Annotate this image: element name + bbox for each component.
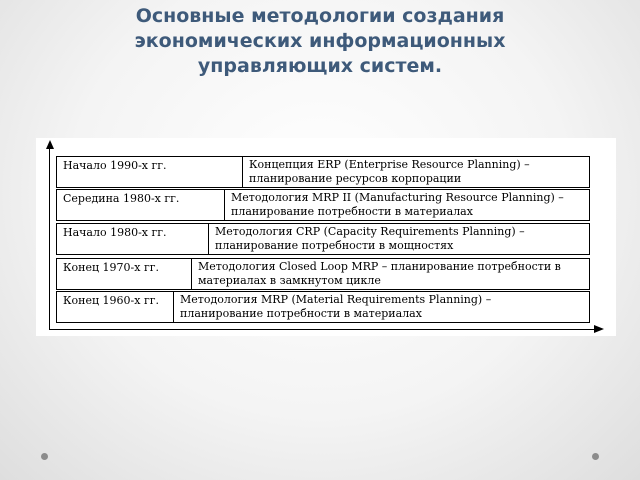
timeline-row-description-line-2: материалах в замкнутом цикле [198, 274, 381, 287]
timeline-row-description [209, 224, 589, 254]
slide-dot-decoration-right [592, 453, 599, 460]
slide-title [40, 4, 600, 79]
methodology-timeline-figure [36, 138, 616, 336]
timeline-row-description-line-1: Методология MRP II (Manufacturing Resource Planning) – [231, 191, 564, 204]
timeline-row-mrp-ii [56, 189, 590, 221]
timeline-row-date: Середина 1980-х гг. [57, 190, 225, 220]
timeline-horizontal-axis [49, 329, 597, 330]
timeline-row-description-line-2: планирование потребности в мощностях [215, 239, 454, 252]
timeline-row-description-line-2: планирование потребности в материалах [180, 307, 422, 320]
timeline-vertical-axis [49, 148, 50, 330]
arrow-up-icon [46, 140, 54, 149]
timeline-row-date: Начало 1980-х гг. [57, 224, 209, 254]
timeline-row-erp [56, 156, 590, 188]
timeline-row-description-line-2: планирование потребности в материалах [231, 205, 473, 218]
timeline-row-description-line-1: Методология Closed Loop MRP – планирование потребности в [198, 260, 561, 273]
timeline-row-description-line-1: Методология CRP (Capacity Requirements Planning) – [215, 225, 525, 238]
timeline-row-crp [56, 223, 590, 255]
timeline-row-description [192, 259, 589, 289]
timeline-row-description [174, 292, 589, 322]
timeline-row-description [225, 190, 589, 220]
timeline-row-mrp [56, 291, 590, 323]
slide-dot-decoration-left [41, 453, 48, 460]
timeline-row-closed-loop-mrp [56, 258, 590, 290]
arrow-right-icon [594, 325, 604, 333]
timeline-row-date: Конец 1960-х гг. [57, 292, 174, 322]
slide-title-line-2: экономических информационных [134, 30, 506, 52]
timeline-row-description-line-2: планирование ресурсов корпорации [249, 172, 462, 185]
timeline-row-date: Начало 1990-х гг. [57, 157, 243, 187]
slide-title-line-3: управляющих систем. [197, 55, 443, 77]
slide-title-line-1: Основные методологии создания [135, 5, 505, 27]
timeline-row-description-line-1: Методология MRP (Material Requirements Planning) – [180, 293, 492, 306]
timeline-row-date: Конец 1970-х гг. [57, 259, 192, 289]
timeline-row-description [243, 157, 589, 187]
timeline-row-description-line-1: Концепция ERP (Enterprise Resource Planning) – [249, 158, 530, 171]
